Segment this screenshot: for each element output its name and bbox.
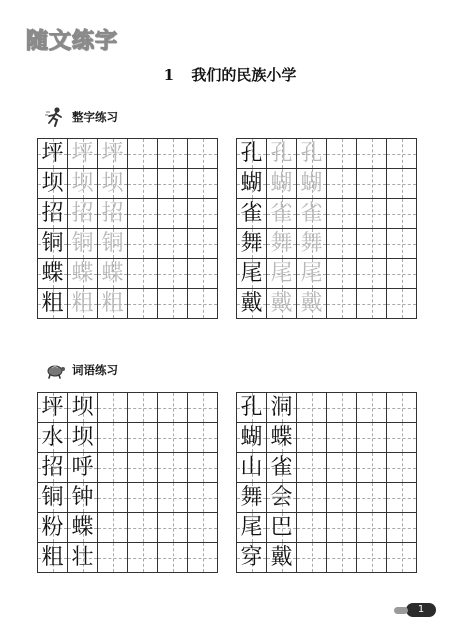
practice-cell [158, 543, 188, 573]
practice-cell [98, 393, 128, 423]
word-character-cell [38, 483, 68, 513]
word-character-cell [267, 393, 297, 423]
trace-character-cell [267, 259, 297, 289]
trace-character-cell [68, 289, 98, 319]
practice-cell [387, 169, 417, 199]
practice-cell [357, 259, 387, 289]
word-character-cell [267, 483, 297, 513]
char-practice-label [44, 106, 118, 128]
word-character-cell [237, 453, 267, 483]
practice-cell [387, 423, 417, 453]
character-text: 粗 [101, 290, 124, 316]
trace-character-cell [68, 139, 98, 169]
character-text: 洞 [270, 394, 293, 420]
practice-cell [158, 169, 188, 199]
character-text: 粉 [41, 514, 64, 540]
character-text: 招 [41, 454, 64, 480]
character-text: 蝶 [101, 260, 124, 286]
character-text: 雀 [270, 200, 293, 226]
practice-cell [158, 289, 188, 319]
practice-cell [357, 513, 387, 543]
practice-cell [158, 259, 188, 289]
practice-cell [128, 199, 158, 229]
practice-cell [357, 229, 387, 259]
character-text: 铜 [41, 230, 64, 256]
lesson-title [0, 64, 460, 85]
practice-cell [128, 259, 158, 289]
character-text: 坝 [71, 424, 94, 450]
word-character-cell [237, 543, 267, 573]
practice-cell [98, 543, 128, 573]
trace-character-cell [98, 229, 128, 259]
character-text: 铜 [41, 484, 64, 510]
practice-cell [387, 393, 417, 423]
model-character-cell [237, 139, 267, 169]
model-character-cell [38, 229, 68, 259]
practice-cell [158, 393, 188, 423]
character-text: 蝶 [41, 260, 64, 286]
character-text: 尾 [240, 260, 263, 286]
practice-cell [158, 229, 188, 259]
character-text: 坝 [101, 170, 124, 196]
trace-character-cell [267, 229, 297, 259]
word-character-cell [68, 483, 98, 513]
word-character-cell [237, 483, 267, 513]
character-text: 蝴 [300, 170, 323, 196]
practice-cell [128, 139, 158, 169]
model-character-cell [38, 199, 68, 229]
practice-cell [188, 543, 218, 573]
trace-character-cell [297, 229, 327, 259]
trace-character-cell [297, 289, 327, 319]
practice-cell [327, 393, 357, 423]
practice-cell [297, 543, 327, 573]
practice-cell [327, 289, 357, 319]
character-text: 蝶 [270, 424, 293, 450]
practice-cell [158, 139, 188, 169]
character-text: 戴 [240, 290, 263, 316]
character-text: 孔 [240, 394, 263, 420]
model-character-cell [237, 259, 267, 289]
word-character-cell [68, 513, 98, 543]
character-text: 尾 [300, 260, 323, 286]
practice-cell [128, 513, 158, 543]
practice-cell [327, 139, 357, 169]
word-character-cell [68, 453, 98, 483]
practice-cell [128, 169, 158, 199]
character-text: 粗 [41, 544, 64, 570]
practice-cell [357, 543, 387, 573]
character-text: 蝴 [270, 170, 293, 196]
practice-cell [98, 513, 128, 543]
practice-cell [128, 289, 158, 319]
practice-cell [387, 513, 417, 543]
word-character-cell [237, 423, 267, 453]
practice-cell [387, 229, 417, 259]
trace-character-cell [267, 199, 297, 229]
word-practice-title: 词语练习 [72, 363, 118, 377]
practice-cell [327, 199, 357, 229]
word-practice-grid-left [37, 392, 218, 573]
character-text: 坪 [41, 140, 64, 166]
practice-cell [357, 289, 387, 319]
runner-icon [44, 106, 66, 128]
trace-character-cell [98, 139, 128, 169]
word-character-cell [267, 543, 297, 573]
practice-cell [188, 483, 218, 513]
practice-cell [357, 199, 387, 229]
practice-cell [327, 483, 357, 513]
character-text: 蝶 [71, 260, 94, 286]
practice-cell [188, 229, 218, 259]
word-character-cell [38, 423, 68, 453]
character-text: 坝 [71, 170, 94, 196]
trace-character-cell [297, 199, 327, 229]
practice-cell [158, 453, 188, 483]
model-character-cell [38, 169, 68, 199]
practice-cell [98, 423, 128, 453]
trace-character-cell [68, 199, 98, 229]
trace-character-cell [68, 259, 98, 289]
character-text: 蝴 [240, 424, 263, 450]
model-character-cell [38, 289, 68, 319]
character-text: 戴 [270, 290, 293, 316]
practice-cell [98, 483, 128, 513]
practice-cell [327, 513, 357, 543]
practice-cell [387, 483, 417, 513]
character-text: 孔 [270, 140, 293, 166]
practice-cell [297, 423, 327, 453]
character-text: 雀 [270, 454, 293, 480]
word-character-cell [237, 393, 267, 423]
practice-cell [297, 483, 327, 513]
practice-cell [188, 139, 218, 169]
character-text: 舞 [240, 230, 263, 256]
character-text: 巴 [270, 514, 293, 540]
word-character-cell [68, 393, 98, 423]
word-character-cell [38, 453, 68, 483]
word-character-cell [267, 423, 297, 453]
character-text: 粗 [41, 290, 64, 316]
model-character-cell [237, 289, 267, 319]
trace-character-cell [267, 169, 297, 199]
character-text: 招 [41, 200, 64, 226]
practice-cell [158, 199, 188, 229]
turtle-icon [44, 359, 66, 381]
character-text: 坪 [101, 140, 124, 166]
practice-cell [327, 453, 357, 483]
character-text: 水 [41, 424, 64, 450]
practice-cell [188, 259, 218, 289]
character-text: 会 [270, 484, 293, 510]
practice-cell [98, 453, 128, 483]
character-text: 钟 [71, 484, 94, 510]
trace-character-cell [98, 169, 128, 199]
trace-character-cell [68, 169, 98, 199]
model-character-cell [237, 169, 267, 199]
word-character-cell [68, 543, 98, 573]
trace-character-cell [297, 169, 327, 199]
character-text: 雀 [240, 200, 263, 226]
word-character-cell [38, 543, 68, 573]
char-practice-grid-left [37, 138, 218, 319]
practice-cell [158, 483, 188, 513]
practice-cell [188, 289, 218, 319]
practice-cell [357, 139, 387, 169]
trace-character-cell [98, 259, 128, 289]
practice-cell [188, 423, 218, 453]
practice-cell [387, 139, 417, 169]
page-header: 随文练字 [26, 29, 119, 54]
model-character-cell [237, 229, 267, 259]
trace-character-cell [297, 259, 327, 289]
practice-cell [387, 289, 417, 319]
practice-cell [387, 453, 417, 483]
practice-cell [188, 199, 218, 229]
practice-cell [357, 423, 387, 453]
practice-cell [158, 423, 188, 453]
trace-character-cell [68, 229, 98, 259]
practice-cell [128, 543, 158, 573]
lesson-number: 1 [163, 66, 175, 84]
practice-cell [357, 453, 387, 483]
character-text: 招 [101, 200, 124, 226]
practice-cell [128, 483, 158, 513]
character-text: 山 [240, 454, 263, 480]
practice-cell [387, 543, 417, 573]
character-text: 尾 [270, 260, 293, 286]
word-character-cell [38, 513, 68, 543]
trace-character-cell [297, 139, 327, 169]
character-text: 蝶 [71, 514, 94, 540]
practice-cell [297, 453, 327, 483]
practice-cell [188, 453, 218, 483]
model-character-cell [237, 199, 267, 229]
trace-character-cell [267, 139, 297, 169]
character-text: 戴 [300, 290, 323, 316]
character-text: 舞 [240, 484, 263, 510]
practice-cell [188, 393, 218, 423]
lesson-name: 我们的民族小学 [191, 66, 297, 84]
character-text: 雀 [300, 200, 323, 226]
practice-cell [188, 169, 218, 199]
character-text: 坪 [71, 140, 94, 166]
character-text: 招 [71, 200, 94, 226]
character-text: 舞 [300, 230, 323, 256]
character-text: 尾 [240, 514, 263, 540]
character-text: 呼 [71, 454, 94, 480]
practice-cell [387, 199, 417, 229]
practice-cell [357, 393, 387, 423]
practice-cell [327, 229, 357, 259]
char-practice-grid-right [236, 138, 417, 319]
character-text: 粗 [71, 290, 94, 316]
practice-cell [327, 169, 357, 199]
practice-cell [357, 169, 387, 199]
practice-cell [128, 453, 158, 483]
word-practice-grid-right [236, 392, 417, 573]
practice-cell [327, 423, 357, 453]
practice-cell [128, 393, 158, 423]
character-text: 蝴 [240, 170, 263, 196]
word-character-cell [267, 453, 297, 483]
practice-cell [158, 513, 188, 543]
practice-cell [327, 543, 357, 573]
practice-cell [297, 513, 327, 543]
practice-cell [357, 483, 387, 513]
character-text: 舞 [270, 230, 293, 256]
character-text: 穿 [240, 544, 263, 570]
practice-cell [297, 393, 327, 423]
model-character-cell [38, 139, 68, 169]
character-text: 坝 [41, 170, 64, 196]
word-character-cell [267, 513, 297, 543]
word-character-cell [68, 423, 98, 453]
character-text: 坪 [41, 394, 64, 420]
model-character-cell [38, 259, 68, 289]
word-character-cell [237, 513, 267, 543]
character-text: 孔 [240, 140, 263, 166]
practice-cell [387, 259, 417, 289]
char-practice-title: 整字练习 [72, 110, 118, 124]
practice-cell [128, 229, 158, 259]
page-number: 1 [406, 603, 436, 617]
character-text: 铜 [71, 230, 94, 256]
character-text: 铜 [101, 230, 124, 256]
character-text: 戴 [270, 544, 293, 570]
practice-cell [128, 423, 158, 453]
word-character-cell [38, 393, 68, 423]
trace-character-cell [98, 199, 128, 229]
trace-character-cell [267, 289, 297, 319]
character-text: 壮 [71, 544, 94, 570]
word-practice-label [44, 359, 118, 381]
trace-character-cell [98, 289, 128, 319]
practice-cell [327, 259, 357, 289]
practice-cell [188, 513, 218, 543]
character-text: 坝 [71, 394, 94, 420]
character-text: 孔 [300, 140, 323, 166]
